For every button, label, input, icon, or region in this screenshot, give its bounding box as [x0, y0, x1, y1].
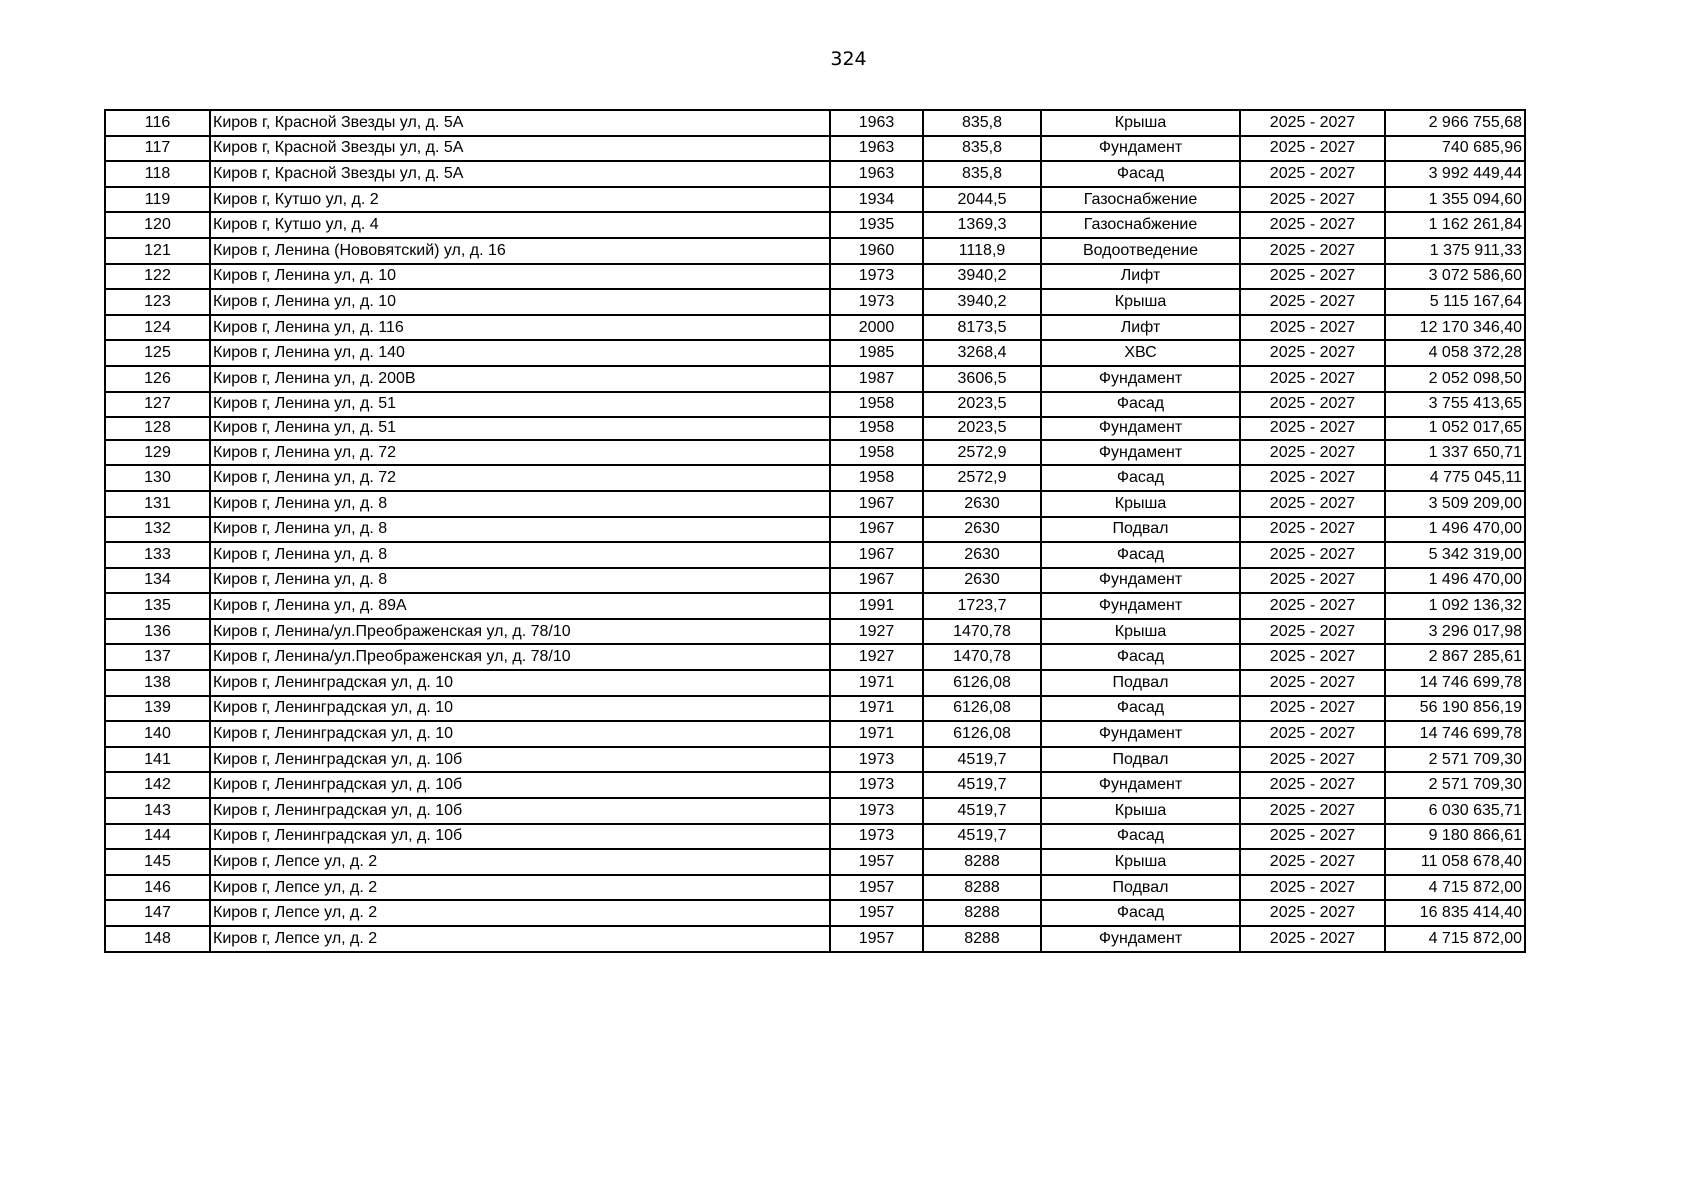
cell-row-number: 143: [105, 798, 210, 824]
cell-year-built: 1973: [830, 772, 923, 798]
cell-address: Киров г, Лепсе ул, д. 2: [210, 875, 830, 901]
cell-period: 2025 - 2027: [1240, 417, 1385, 440]
table-row: [105, 875, 1525, 901]
table-row: [105, 568, 1525, 594]
table-row: [105, 772, 1525, 798]
cell-cost: 12 170 346,40: [1385, 315, 1525, 341]
cell-cost: 1 496 470,00: [1385, 517, 1525, 543]
cell-area: 6126,08: [923, 670, 1041, 696]
cell-row-number: 117: [105, 136, 210, 162]
cell-year-built: 1957: [830, 926, 923, 952]
cell-period: 2025 - 2027: [1240, 900, 1385, 926]
table-row: [105, 926, 1525, 952]
cell-period: 2025 - 2027: [1240, 824, 1385, 850]
cell-address: Киров г, Ленинградская ул, д. 10б: [210, 798, 830, 824]
table-body: [105, 110, 1525, 952]
table-row: [105, 670, 1525, 696]
cell-area: 3940,2: [923, 289, 1041, 315]
cell-period: 2025 - 2027: [1240, 542, 1385, 568]
cell-cost: 6 030 635,71: [1385, 798, 1525, 824]
table-row: [105, 824, 1525, 850]
cell-period: 2025 - 2027: [1240, 340, 1385, 366]
cell-year-built: 1963: [830, 110, 923, 136]
page-number: 324: [830, 48, 867, 70]
cell-period: 2025 - 2027: [1240, 187, 1385, 213]
cell-cost: 11 058 678,40: [1385, 849, 1525, 875]
cell-row-number: 138: [105, 670, 210, 696]
table-row: [105, 491, 1525, 517]
table-row: [105, 161, 1525, 187]
cell-work-type: Крыша: [1041, 849, 1240, 875]
cell-work-type: Фундамент: [1041, 772, 1240, 798]
cell-year-built: 1973: [830, 798, 923, 824]
cell-period: 2025 - 2027: [1240, 696, 1385, 722]
cell-year-built: 1927: [830, 644, 923, 670]
cell-work-type: ХВС: [1041, 340, 1240, 366]
cell-year-built: 1958: [830, 465, 923, 491]
cell-cost: 4 715 872,00: [1385, 875, 1525, 901]
cell-area: 4519,7: [923, 772, 1041, 798]
cell-cost: 1 355 094,60: [1385, 187, 1525, 213]
cell-address: Киров г, Ленина ул, д. 8: [210, 568, 830, 594]
cell-cost: 1 496 470,00: [1385, 568, 1525, 594]
cell-work-type: Подвал: [1041, 747, 1240, 773]
cell-work-type: Крыша: [1041, 289, 1240, 315]
cell-row-number: 130: [105, 465, 210, 491]
cell-address: Киров г, Лепсе ул, д. 2: [210, 849, 830, 875]
cell-period: 2025 - 2027: [1240, 593, 1385, 619]
cell-year-built: 1934: [830, 187, 923, 213]
cell-period: 2025 - 2027: [1240, 926, 1385, 952]
cell-period: 2025 - 2027: [1240, 491, 1385, 517]
cell-row-number: 140: [105, 721, 210, 747]
cell-row-number: 142: [105, 772, 210, 798]
cell-year-built: 1958: [830, 440, 923, 466]
cell-cost: 1 375 911,33: [1385, 238, 1525, 264]
cell-row-number: 123: [105, 289, 210, 315]
cell-year-built: 1935: [830, 212, 923, 238]
table-row: [105, 517, 1525, 543]
cell-row-number: 137: [105, 644, 210, 670]
cell-year-built: 1963: [830, 136, 923, 162]
cell-row-number: 129: [105, 440, 210, 466]
table-row: [105, 187, 1525, 213]
cell-cost: 14 746 699,78: [1385, 670, 1525, 696]
table-row: [105, 644, 1525, 670]
cell-area: 8288: [923, 875, 1041, 901]
cell-cost: 1 337 650,71: [1385, 440, 1525, 466]
table-row: [105, 798, 1525, 824]
cell-work-type: Фундамент: [1041, 136, 1240, 162]
cell-row-number: 122: [105, 264, 210, 290]
cell-cost: 740 685,96: [1385, 136, 1525, 162]
cell-row-number: 131: [105, 491, 210, 517]
cell-work-type: Лифт: [1041, 264, 1240, 290]
cell-area: 2023,5: [923, 392, 1041, 418]
cell-work-type: Фасад: [1041, 542, 1240, 568]
cell-address: Киров г, Ленинградская ул, д. 10: [210, 670, 830, 696]
cell-work-type: Фасад: [1041, 900, 1240, 926]
cell-area: 8288: [923, 900, 1041, 926]
cell-cost: 5 342 319,00: [1385, 542, 1525, 568]
table-row: [105, 747, 1525, 773]
cell-work-type: Фундамент: [1041, 440, 1240, 466]
cell-period: 2025 - 2027: [1240, 366, 1385, 392]
cell-work-type: Крыша: [1041, 491, 1240, 517]
cell-year-built: 1987: [830, 366, 923, 392]
cell-year-built: 1963: [830, 161, 923, 187]
cell-row-number: 133: [105, 542, 210, 568]
table-row: [105, 238, 1525, 264]
cell-work-type: Фасад: [1041, 696, 1240, 722]
table-row: [105, 110, 1525, 136]
cell-row-number: 146: [105, 875, 210, 901]
cell-cost: 4 715 872,00: [1385, 926, 1525, 952]
cell-work-type: Подвал: [1041, 875, 1240, 901]
cell-address: Киров г, Ленина ул, д. 72: [210, 440, 830, 466]
cell-address: Киров г, Ленина/ул.Преображенская ул, д. 78/10: [210, 619, 830, 645]
cell-work-type: Фундамент: [1041, 417, 1240, 440]
cell-period: 2025 - 2027: [1240, 392, 1385, 418]
cell-year-built: 1958: [830, 417, 923, 440]
cell-row-number: 121: [105, 238, 210, 264]
cell-period: 2025 - 2027: [1240, 264, 1385, 290]
cell-area: 2572,9: [923, 440, 1041, 466]
cell-area: 2572,9: [923, 465, 1041, 491]
cell-address: Киров г, Ленина ул, д. 200В: [210, 366, 830, 392]
cell-row-number: 145: [105, 849, 210, 875]
cell-cost: 56 190 856,19: [1385, 696, 1525, 722]
cell-work-type: Лифт: [1041, 315, 1240, 341]
cell-year-built: 1967: [830, 542, 923, 568]
cell-area: 2630: [923, 542, 1041, 568]
cell-area: 4519,7: [923, 798, 1041, 824]
table-row: [105, 392, 1525, 418]
cell-cost: 3 509 209,00: [1385, 491, 1525, 517]
cell-year-built: 1960: [830, 238, 923, 264]
cell-cost: 14 746 699,78: [1385, 721, 1525, 747]
cell-address: Киров г, Ленина (Нововятский) ул, д. 16: [210, 238, 830, 264]
cell-area: 3606,5: [923, 366, 1041, 392]
cell-row-number: 141: [105, 747, 210, 773]
cell-work-type: Газоснабжение: [1041, 212, 1240, 238]
cell-row-number: 135: [105, 593, 210, 619]
cell-address: Киров г, Кутшо ул, д. 2: [210, 187, 830, 213]
cell-work-type: Подвал: [1041, 517, 1240, 543]
table-row: [105, 340, 1525, 366]
table-row: [105, 440, 1525, 466]
cell-year-built: 1973: [830, 824, 923, 850]
cell-address: Киров г, Красной Звезды ул, д. 5А: [210, 110, 830, 136]
cell-year-built: 1973: [830, 289, 923, 315]
table-row: [105, 136, 1525, 162]
table-row: [105, 721, 1525, 747]
cell-work-type: Фасад: [1041, 824, 1240, 850]
cell-year-built: 1991: [830, 593, 923, 619]
cell-address: Киров г, Ленина ул, д. 72: [210, 465, 830, 491]
cell-year-built: 1985: [830, 340, 923, 366]
cell-row-number: 136: [105, 619, 210, 645]
cell-period: 2025 - 2027: [1240, 670, 1385, 696]
cell-row-number: 118: [105, 161, 210, 187]
cell-period: 2025 - 2027: [1240, 644, 1385, 670]
cell-year-built: 1958: [830, 392, 923, 418]
cell-period: 2025 - 2027: [1240, 772, 1385, 798]
cell-address: Киров г, Ленина ул, д. 8: [210, 517, 830, 543]
cell-row-number: 127: [105, 392, 210, 418]
cell-year-built: 2000: [830, 315, 923, 341]
cell-cost: 1 092 136,32: [1385, 593, 1525, 619]
cell-period: 2025 - 2027: [1240, 721, 1385, 747]
table-row: [105, 542, 1525, 568]
cell-cost: 2 052 098,50: [1385, 366, 1525, 392]
cell-row-number: 125: [105, 340, 210, 366]
table-row: [105, 619, 1525, 645]
cell-year-built: 1973: [830, 747, 923, 773]
cell-cost: 2 571 709,30: [1385, 747, 1525, 773]
cell-area: 8173,5: [923, 315, 1041, 341]
cell-row-number: 147: [105, 900, 210, 926]
table-row: [105, 696, 1525, 722]
cell-area: 8288: [923, 849, 1041, 875]
cell-area: 1118,9: [923, 238, 1041, 264]
cell-row-number: 148: [105, 926, 210, 952]
cell-work-type: Крыша: [1041, 798, 1240, 824]
cell-row-number: 128: [105, 417, 210, 440]
cell-cost: 3 072 586,60: [1385, 264, 1525, 290]
cell-cost: 2 571 709,30: [1385, 772, 1525, 798]
cell-work-type: Фундамент: [1041, 926, 1240, 952]
cell-address: Киров г, Ленинградская ул, д. 10: [210, 696, 830, 722]
table-row: [105, 289, 1525, 315]
cell-year-built: 1927: [830, 619, 923, 645]
cell-address: Киров г, Ленинградская ул, д. 10б: [210, 824, 830, 850]
cell-work-type: Фундамент: [1041, 366, 1240, 392]
cell-year-built: 1973: [830, 264, 923, 290]
table-row: [105, 315, 1525, 341]
cell-cost: 3 992 449,44: [1385, 161, 1525, 187]
cell-work-type: Фасад: [1041, 644, 1240, 670]
cell-area: 1470,78: [923, 619, 1041, 645]
cell-area: 835,8: [923, 136, 1041, 162]
cell-address: Киров г, Ленинградская ул, д. 10: [210, 721, 830, 747]
cell-area: 3940,2: [923, 264, 1041, 290]
cell-work-type: Водоотведение: [1041, 238, 1240, 264]
cell-cost: 3 755 413,65: [1385, 392, 1525, 418]
table-row: [105, 366, 1525, 392]
cell-area: 2630: [923, 491, 1041, 517]
cell-address: Киров г, Ленина ул, д. 89А: [210, 593, 830, 619]
cell-area: 835,8: [923, 110, 1041, 136]
cell-cost: 1 162 261,84: [1385, 212, 1525, 238]
cell-area: 1470,78: [923, 644, 1041, 670]
cell-address: Киров г, Ленина/ул.Преображенская ул, д. 78/10: [210, 644, 830, 670]
cell-period: 2025 - 2027: [1240, 465, 1385, 491]
cell-year-built: 1971: [830, 670, 923, 696]
cell-work-type: Крыша: [1041, 619, 1240, 645]
cell-year-built: 1957: [830, 900, 923, 926]
cell-work-type: Газоснабжение: [1041, 187, 1240, 213]
cell-period: 2025 - 2027: [1240, 875, 1385, 901]
cell-period: 2025 - 2027: [1240, 747, 1385, 773]
cell-address: Киров г, Ленина ул, д. 10: [210, 289, 830, 315]
cell-row-number: 144: [105, 824, 210, 850]
cell-area: 1369,3: [923, 212, 1041, 238]
table-row: [105, 212, 1525, 238]
repair-schedule-table: [104, 109, 1526, 953]
cell-address: Киров г, Красной Звезды ул, д. 5А: [210, 136, 830, 162]
cell-cost: 3 296 017,98: [1385, 619, 1525, 645]
cell-area: 2044,5: [923, 187, 1041, 213]
cell-row-number: 126: [105, 366, 210, 392]
cell-address: Киров г, Кутшо ул, д. 4: [210, 212, 830, 238]
cell-address: Киров г, Ленина ул, д. 8: [210, 542, 830, 568]
cell-address: Киров г, Ленина ул, д. 51: [210, 417, 830, 440]
cell-work-type: Фасад: [1041, 465, 1240, 491]
cell-area: 6126,08: [923, 721, 1041, 747]
cell-period: 2025 - 2027: [1240, 619, 1385, 645]
cell-area: 2630: [923, 568, 1041, 594]
cell-row-number: 116: [105, 110, 210, 136]
cell-year-built: 1971: [830, 696, 923, 722]
cell-address: Киров г, Лепсе ул, д. 2: [210, 900, 830, 926]
cell-area: 8288: [923, 926, 1041, 952]
cell-address: Киров г, Ленина ул, д. 116: [210, 315, 830, 341]
cell-cost: 4 775 045,11: [1385, 465, 1525, 491]
cell-period: 2025 - 2027: [1240, 315, 1385, 341]
cell-year-built: 1967: [830, 517, 923, 543]
cell-cost: 4 058 372,28: [1385, 340, 1525, 366]
table-row: [105, 593, 1525, 619]
cell-period: 2025 - 2027: [1240, 440, 1385, 466]
cell-period: 2025 - 2027: [1240, 212, 1385, 238]
cell-work-type: Фасад: [1041, 161, 1240, 187]
cell-cost: 2 966 755,68: [1385, 110, 1525, 136]
table-row: [105, 417, 1525, 440]
cell-work-type: Подвал: [1041, 670, 1240, 696]
table-row: [105, 849, 1525, 875]
cell-period: 2025 - 2027: [1240, 136, 1385, 162]
cell-year-built: 1957: [830, 849, 923, 875]
cell-area: 4519,7: [923, 747, 1041, 773]
cell-work-type: Фундамент: [1041, 568, 1240, 594]
cell-address: Киров г, Ленина ул, д. 140: [210, 340, 830, 366]
cell-area: 2630: [923, 517, 1041, 543]
cell-period: 2025 - 2027: [1240, 289, 1385, 315]
cell-work-type: Фундамент: [1041, 593, 1240, 619]
cell-cost: 1 052 017,65: [1385, 417, 1525, 440]
cell-year-built: 1971: [830, 721, 923, 747]
cell-row-number: 132: [105, 517, 210, 543]
cell-row-number: 120: [105, 212, 210, 238]
cell-row-number: 119: [105, 187, 210, 213]
cell-area: 4519,7: [923, 824, 1041, 850]
cell-cost: 9 180 866,61: [1385, 824, 1525, 850]
cell-period: 2025 - 2027: [1240, 798, 1385, 824]
cell-area: 835,8: [923, 161, 1041, 187]
cell-year-built: 1967: [830, 491, 923, 517]
cell-period: 2025 - 2027: [1240, 849, 1385, 875]
cell-address: Киров г, Лепсе ул, д. 2: [210, 926, 830, 952]
cell-period: 2025 - 2027: [1240, 517, 1385, 543]
cell-area: 2023,5: [923, 417, 1041, 440]
cell-year-built: 1967: [830, 568, 923, 594]
cell-area: 3268,4: [923, 340, 1041, 366]
cell-address: Киров г, Красной Звезды ул, д. 5А: [210, 161, 830, 187]
cell-period: 2025 - 2027: [1240, 161, 1385, 187]
cell-cost: 2 867 285,61: [1385, 644, 1525, 670]
cell-row-number: 124: [105, 315, 210, 341]
table-row: [105, 900, 1525, 926]
cell-row-number: 139: [105, 696, 210, 722]
cell-period: 2025 - 2027: [1240, 110, 1385, 136]
cell-row-number: 134: [105, 568, 210, 594]
cell-address: Киров г, Ленинградская ул, д. 10б: [210, 747, 830, 773]
cell-period: 2025 - 2027: [1240, 238, 1385, 264]
cell-year-built: 1957: [830, 875, 923, 901]
cell-address: Киров г, Ленина ул, д. 51: [210, 392, 830, 418]
cell-period: 2025 - 2027: [1240, 568, 1385, 594]
cell-area: 6126,08: [923, 696, 1041, 722]
table-row: [105, 264, 1525, 290]
cell-work-type: Фасад: [1041, 392, 1240, 418]
table-row: [105, 465, 1525, 491]
cell-cost: 16 835 414,40: [1385, 900, 1525, 926]
cell-address: Киров г, Ленина ул, д. 10: [210, 264, 830, 290]
cell-address: Киров г, Ленина ул, д. 8: [210, 491, 830, 517]
cell-area: 1723,7: [923, 593, 1041, 619]
cell-work-type: Крыша: [1041, 110, 1240, 136]
cell-address: Киров г, Ленинградская ул, д. 10б: [210, 772, 830, 798]
cell-cost: 5 115 167,64: [1385, 289, 1525, 315]
cell-work-type: Фундамент: [1041, 721, 1240, 747]
